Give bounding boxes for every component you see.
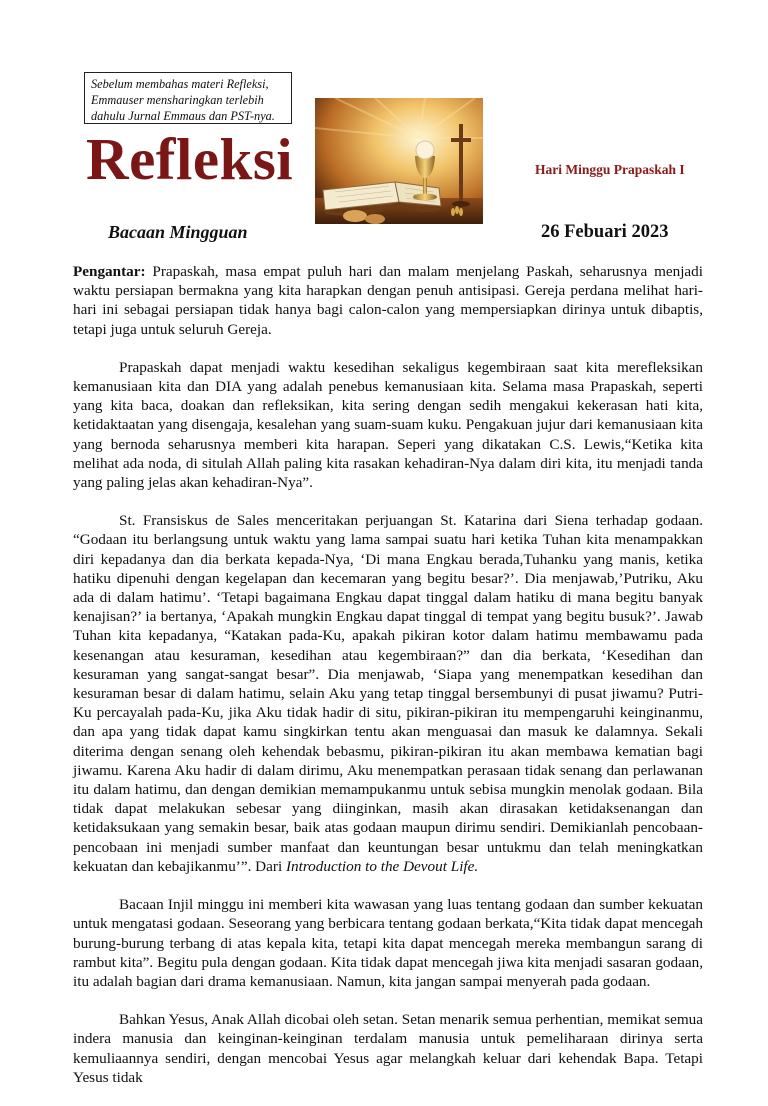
intro-note-line: dahulu Jurnal Emmaus dan PST-nya. <box>91 109 275 123</box>
paragraph-intro <box>73 262 703 339</box>
article-body <box>73 262 703 1106</box>
page-title: Refleksi <box>86 126 294 192</box>
paragraph <box>73 511 703 876</box>
intro-lead: Pengantar: <box>73 263 146 280</box>
intro-note-line: Sebelum membahas materi Refleksi, <box>91 77 269 91</box>
intro-note-box <box>84 72 292 124</box>
paragraph: Bacaan Injil minggu ini memberi kita wawasan yang luas tentang godaan dan sumber kekuatan untuk mengatasi godaan. Seseorang yang berbicara tentang godaan berkata,“Kita tidak dapat mencegah burung-burung terbang di atas kepala kita, tetapi kita dapat mencegah mereka membangun sarang di rambut kita”. Begitu pula dengan godaan. Kita tidak dapat mencegah jiwa kita menjadi sasaran godaan, itu adalah bagian dari drama kemanusiaan. Namun, kita jangan sampai menyerah pada godaan. <box>73 896 703 990</box>
reading-label: Bacaan Mingguan <box>108 222 248 242</box>
paragraph: Bahkan Yesus, Anak Allah dicobai oleh setan. Setan menarik semua perhentian, memikat semua indera manusia dan keinginan-keinginan terdalam manusia untuk pemeliharaan dirinya serta kemuliaannya sendiri, dengan mencobai Yesus agar melangkah keluar dari kehendak Bapa. Tetapi Yesus tidak <box>73 1011 703 1086</box>
source-citation: Introduction to the Devout Life. <box>285 857 479 875</box>
bible-chalice-cross-image <box>315 98 483 224</box>
paragraph: Prapaskah dapat menjadi waktu kesedihan sekaligus kegembiraan saat kita merefleksikan kemanusiaan kita dan DIA yang adalah penebus kemanusiaan kita. Selama masa Prapaskah, seperti yang kita baca, doakan dan refleksikan, kita sering dengan sedih mengakui kekerasan hati kita, ketidaktaatan yang disengaja, kesalehan yang suam-suam kuku. Pengakuan jujur dari kemanusiaan kita yang bernoda seharusnya memberi kita harapan. Seperi yang dikatakan C.S. Lewis,“Ketika kita melihat ada noda, di situlah Allah paling kita rasakan kehadiran-Nya dalam diri kita, itu menjadi tanda yang paling jelas akan kehadiran-Nya”. <box>73 358 703 492</box>
reading-date: 26 Febuari 2023 <box>541 222 669 242</box>
paragraph-text: St. Fransiskus de Sales menceritakan perjuangan St. Katarina dari Siena terhadap godaan. “Godaan itu berlangsung untuk waktu yang lama sampai suatu hari ketika Tuhan kita menampakkan diri kepadanya dan dia berkata kepada-Nya, ‘Di mana Engkau berada,Tuhanku yang manis, ketika hatiku dipenuhi dengan kegelapan dan kecemaran yang begitu besar?’. Dia menjawab,’Putriku, Aku ada di dalam hatimu’. ‘Tetapi bagaimana Engkau dapat tinggal dalam hatiku di mana begitu banyak kenajisan?’ ia bertanya, ‘Apakah mungkin Engkau dapat tinggal di tempat yang begitu busuk?’. Jawab Tuhan kita kepadanya, “Katakan pada-Ku, apakah pikiran kotor dalam hatimu membawamu pada kesenangan atau kesuraman, kesedihan atau kegembiraan?” dan dia berkata, ‘Kesedihan dan kesuraman yang sangat-sangat besar”. Dia menjawab, ‘Siapa yang menempatkan kesedihan dan kesuraman besar di dalam hatimu, selain Aku yang tetap tinggal bersembunyi di pusat jiwamu? Putri-Ku percayalah pada-Ku, jika Aku tidak hadir di situ, pikiran-pikiran itu mempengaruhi keinginanmu, dan apa yang tidak dapat kamu singkirkan tentu akan menguasai dan masuk ke dalamnya. Sekali diterima dengan senang oleh kehendak bebasmu, pikiran-pikiran itu akan membawa kematian bagi jiwamu. Karena Aku hadir di dalam dirimu, Aku menempatkan perasaan tidak senang dan perlawanan itu dalam hatimu, dan dengan demikian memampukanmu untuk sebisa mungkin menolak godaan. Bila tidak dapat melakukan sebesar yang diinginkan, masih akan dirasakan ketidaksenangan dan ketidaksukaan yang semakin besar, baik atas godaan maupun dirimu sendiri. Demikianlah pencobaan-pencobaan ini menjadi sumber manfaat dan keuntungan besar untukmu dan telah meningkatkan kekuatan dan kebajikanmu’”. Dari <box>73 512 703 875</box>
intro-text: Prapaskah, masa empat puluh hari dan malam menjelang Paskah, seharusnya menjadi waktu persiapan bermakna yang kita harapkan dengan penuh antisipasi. Gereja perdana melihat hari-hari ini sebagai persiapan tidak hanya bagi calon-calon yang mempersiapkan dirinya untuk dibaptis, tetapi juga untuk seluruh Gereja. <box>73 263 703 338</box>
intro-note-line: Emmauser mensharingkan terlebih <box>91 93 264 107</box>
page-subtitle: Hari Minggu Prapaskah I <box>535 162 685 177</box>
